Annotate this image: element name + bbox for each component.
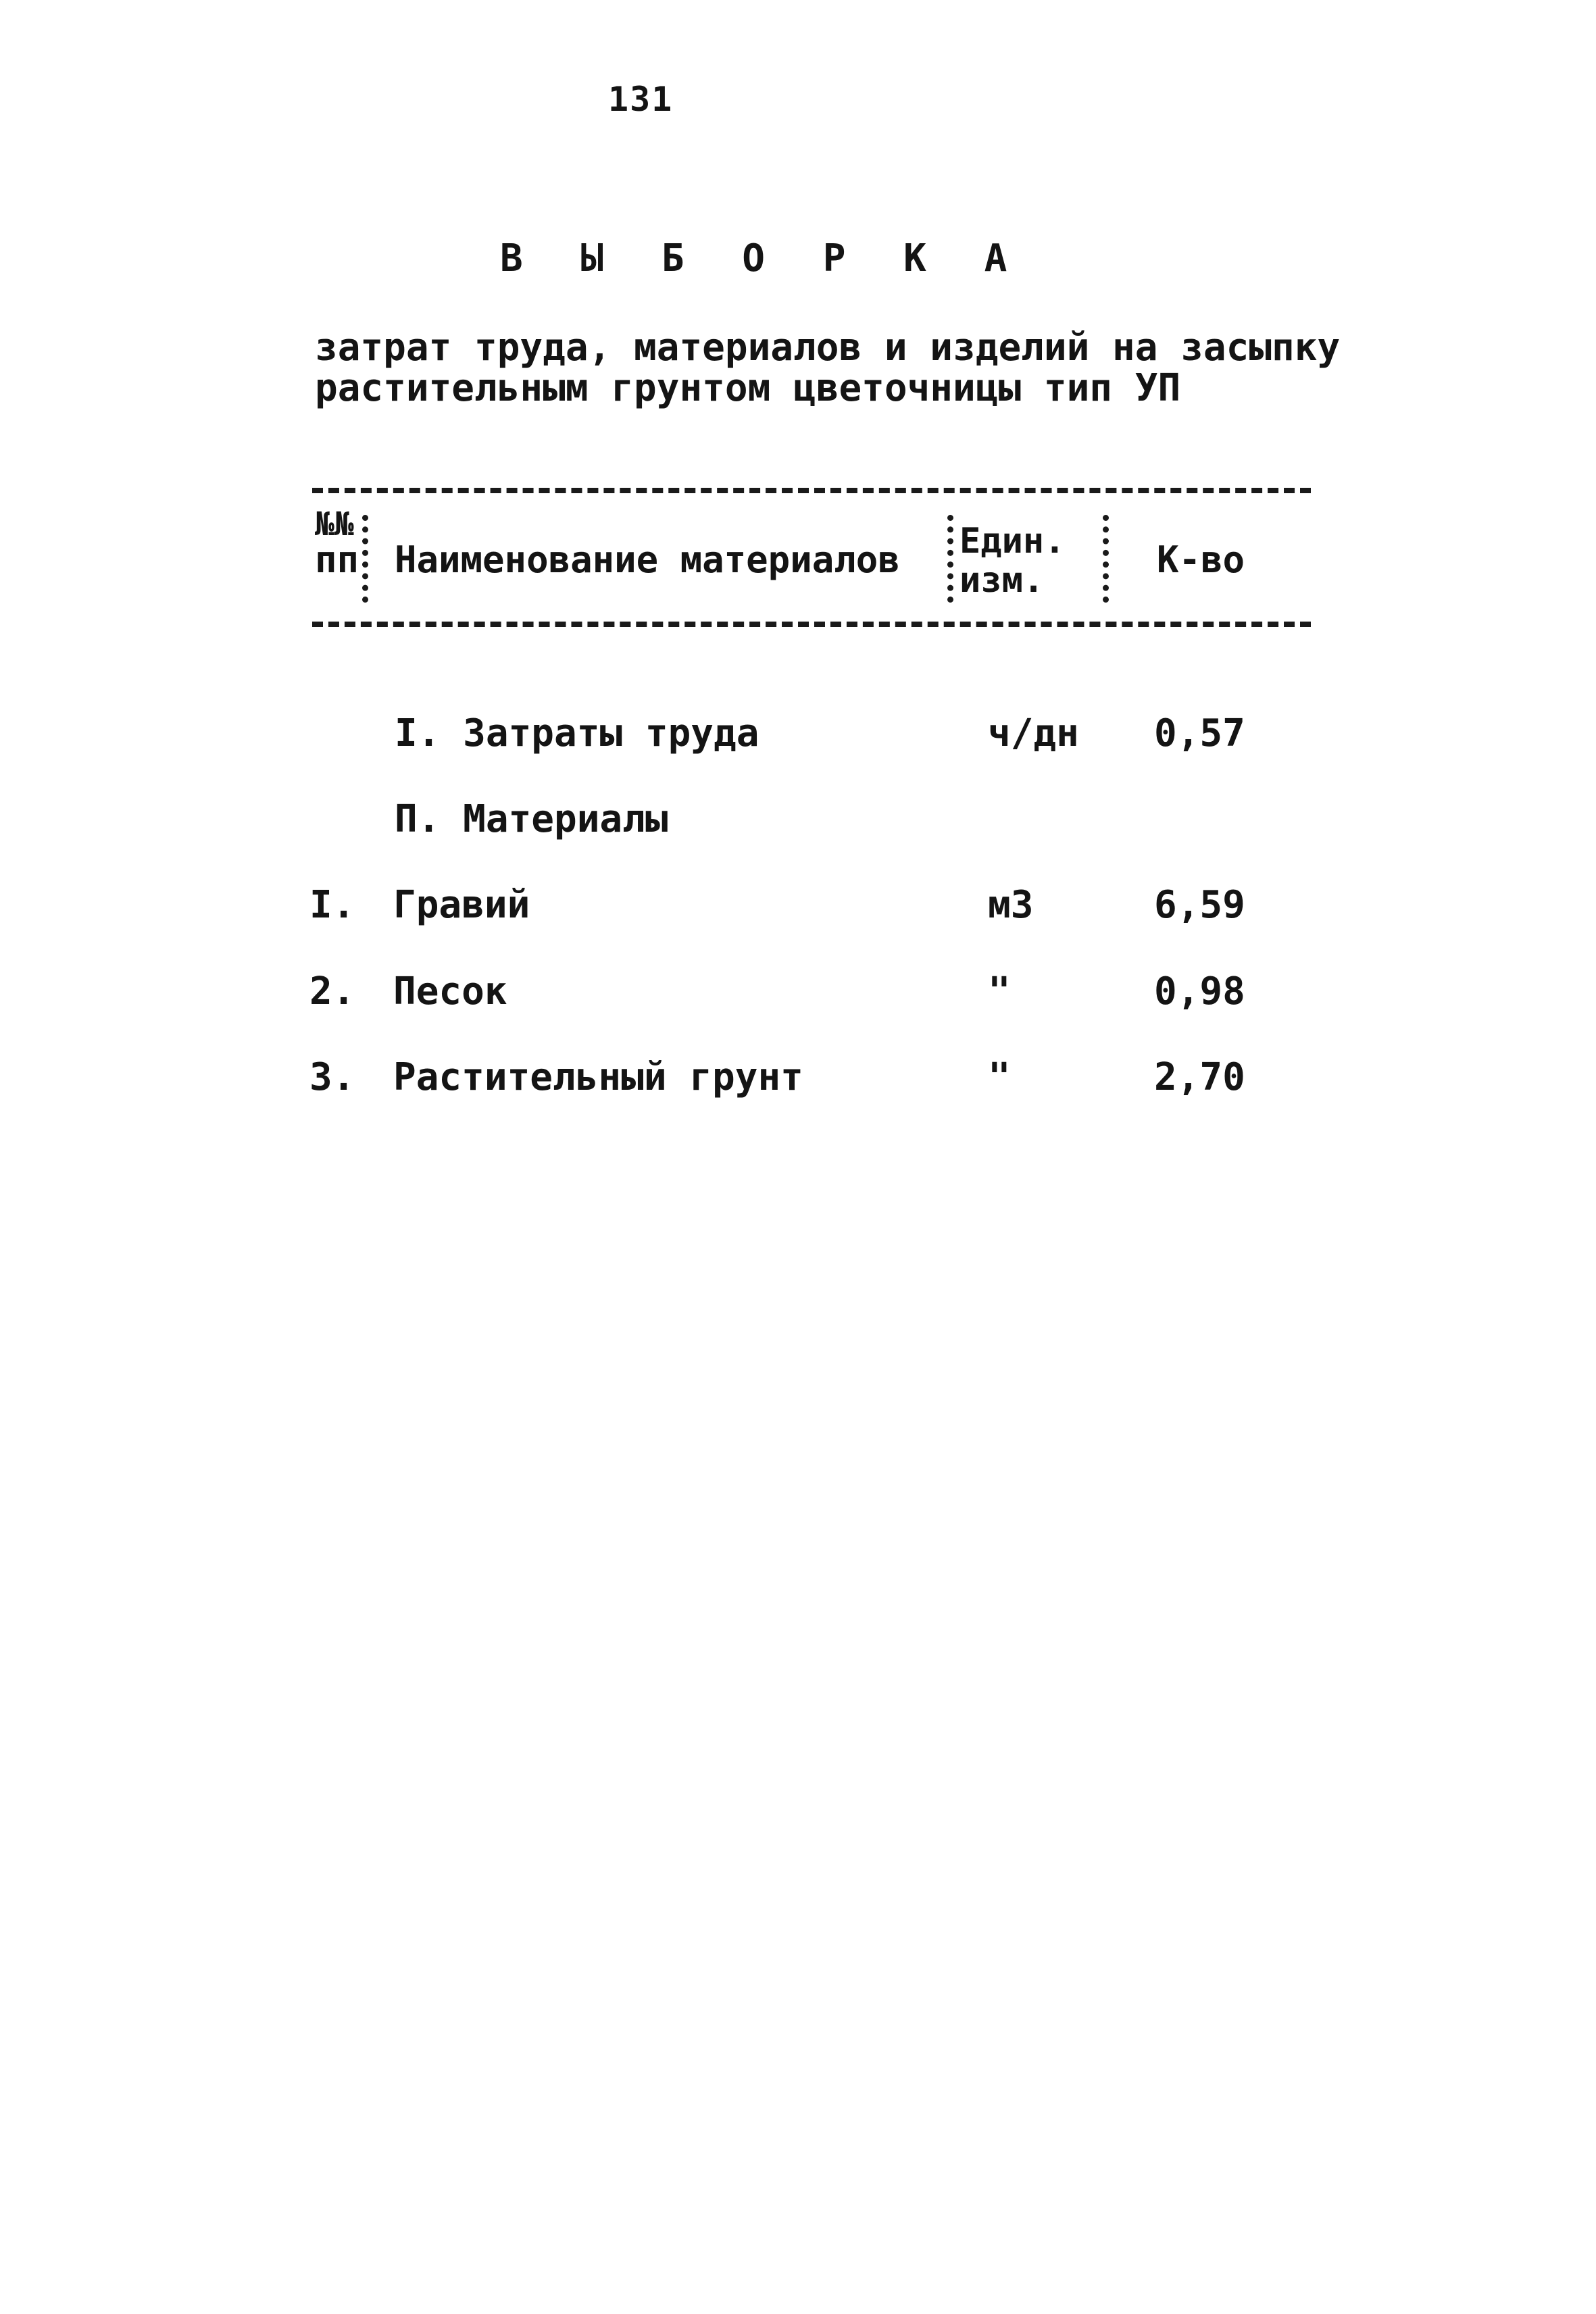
- column-separator: [1103, 515, 1109, 603]
- row-number: 2.: [309, 970, 355, 1013]
- table-top-rule: [312, 488, 1311, 493]
- section-materials-label: П. Материалы: [395, 797, 668, 841]
- row-name: Песок: [393, 970, 507, 1013]
- section-labor-unit: ч/дн: [988, 711, 1079, 755]
- header-name: Наименование материалов: [395, 538, 900, 581]
- section-labor-quantity: 0,57: [1154, 711, 1245, 755]
- header-quantity: К-во: [1157, 538, 1245, 581]
- section-labor-label: I. Затраты труда: [395, 711, 759, 755]
- header-number-line-1: №№: [315, 505, 354, 543]
- column-separator: [362, 515, 368, 603]
- header-unit-line-2: изм.: [959, 560, 1045, 601]
- subtitle-line-2: растительным грунтом цветочницы тип УП: [315, 366, 1181, 410]
- document-title: В Ы Б О Р К А: [500, 236, 1025, 280]
- row-unit: м3: [988, 883, 1034, 927]
- row-number: I.: [309, 883, 355, 927]
- row-quantity: 0,98: [1154, 970, 1245, 1013]
- row-unit: ": [988, 970, 1011, 1013]
- row-number: 3.: [309, 1055, 355, 1099]
- header-unit-line-1: Един.: [959, 521, 1066, 561]
- subtitle-line-1: затрат труда, материалов и изделий на засыпку: [315, 326, 1341, 370]
- column-separator: [947, 515, 953, 603]
- row-quantity: 6,59: [1154, 883, 1245, 927]
- row-name: Гравий: [393, 883, 530, 927]
- row-name: Растительный грунт: [393, 1055, 803, 1099]
- header-number-line-2: пп: [315, 538, 359, 581]
- page-number: 131: [608, 80, 674, 119]
- table-header-rule: [312, 622, 1311, 627]
- row-unit: ": [988, 1055, 1011, 1099]
- row-quantity: 2,70: [1154, 1055, 1245, 1099]
